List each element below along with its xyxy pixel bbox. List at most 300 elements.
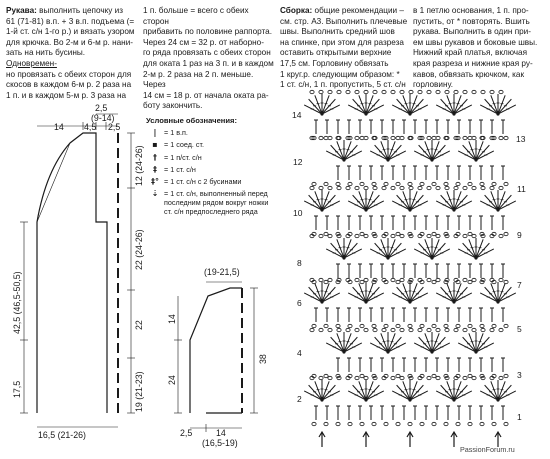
text-line: выполнить цепочку из: [39, 6, 123, 15]
chain-loop: [400, 90, 404, 93]
chain-loop: [463, 328, 467, 331]
chain-loop: [481, 90, 485, 93]
stitch-mark: [366, 195, 379, 210]
chain-loop: [396, 374, 400, 377]
chain-loop: [490, 186, 494, 189]
stitch-mark: [485, 99, 498, 114]
chain-loop: [444, 422, 448, 425]
text-line: 1 п. больше = всего с обеих сторон: [143, 6, 249, 26]
chain-loop: [319, 328, 323, 331]
chain-loop: [355, 136, 359, 139]
chain-loop: [432, 324, 436, 327]
stitch-mark: [322, 287, 335, 302]
chain-loop: [427, 136, 431, 139]
text-line: рукава. Выполнить в один при-: [413, 27, 531, 37]
row-number: 12: [293, 157, 303, 167]
chain-loop: [355, 186, 359, 189]
text-line: швы. Выполнить средний шов: [280, 27, 395, 37]
chain-loop: [328, 376, 332, 379]
stitch-base: [408, 208, 411, 211]
stitch-mark: [498, 99, 511, 114]
chain-loop: [360, 136, 364, 139]
sleeve-pattern: [174, 282, 258, 432]
chain-loop: [384, 422, 388, 425]
chain-loop: [418, 90, 422, 93]
chain-loop: [355, 234, 359, 237]
dim-left-top: 42,5 (46,5-50,5): [12, 271, 22, 334]
stitch-base: [364, 112, 367, 115]
chain-loop: [468, 182, 472, 185]
chain-loop: [409, 186, 413, 189]
chain-loop: [492, 182, 496, 185]
chain-loop: [504, 280, 508, 283]
stitch-mark: [388, 337, 401, 352]
dim-right-mid2: 22: [134, 320, 144, 330]
chain-loop: [463, 186, 467, 189]
text-line: 1-й ст. с/н 1-го р.) и вязать узором: [6, 27, 135, 37]
chain-loop: [432, 182, 436, 185]
chain-loop: [382, 186, 386, 189]
legend-label: = 1 соед. ст.: [164, 140, 204, 150]
bead-stitch-icon: ‡°: [151, 177, 159, 187]
text-line: 17,5 см. Горловину обвязать: [280, 58, 389, 68]
chain-loop: [312, 182, 316, 185]
stitch-base: [452, 112, 455, 115]
chain-loop: [436, 278, 440, 281]
row-number: 10: [293, 208, 303, 218]
chain-loop: [382, 328, 386, 331]
sleeve-dim-left-top: 14: [167, 314, 177, 324]
text-line: Через 24 см = 32 р. от наборно-: [143, 37, 264, 47]
stitch-mark: [485, 195, 498, 210]
chain-loop: [360, 182, 364, 185]
stitch-mark: [375, 337, 388, 352]
chain-loop: [445, 90, 449, 93]
chain-loop: [348, 324, 352, 327]
stitch-base: [364, 208, 367, 211]
slip-stitch-icon: ▪: [152, 140, 158, 150]
stitch-base: [364, 398, 367, 401]
stitch-mark: [410, 385, 423, 400]
chain-loop: [346, 328, 350, 331]
chain-loop: [337, 328, 341, 331]
chain-loop: [468, 280, 472, 283]
stitch-mark: [498, 385, 511, 400]
dim-bottom: 16,5 (21-26): [38, 430, 86, 440]
chain-loop: [360, 280, 364, 283]
row-number: 5: [517, 324, 522, 334]
stitch-mark: [410, 287, 423, 302]
chain-loop: [408, 324, 412, 327]
row-number: 2: [297, 394, 302, 404]
chain-loop: [427, 234, 431, 237]
chain-loop: [337, 186, 341, 189]
chain-loop: [364, 234, 368, 237]
assembly-heading: Сборка:: [280, 6, 313, 15]
chain-loop: [436, 328, 440, 331]
text-line: зать на нить бусины.: [6, 48, 86, 58]
chain-loop: [499, 90, 503, 93]
text-line: для оката 1 раз на 3 п. и в каждом: [143, 58, 274, 68]
chain-loop: [355, 376, 359, 379]
chain-loop: [400, 278, 404, 281]
chain-loop: [336, 182, 340, 185]
stitch-mark: [388, 145, 401, 160]
stitch-mark: [485, 287, 498, 302]
dim-top-left: 14: [54, 122, 64, 132]
chain-loop: [420, 182, 424, 185]
chain-loop: [468, 374, 472, 377]
text-line: скосов в каждом 6-м р. 2 раза на: [6, 80, 132, 90]
chain-loop: [391, 90, 395, 93]
stitch-mark: [432, 243, 445, 258]
chain-loop: [324, 232, 328, 235]
chain-loop: [328, 90, 332, 93]
dim-top-small: (9-14): [91, 113, 115, 123]
row-number: 11: [517, 184, 526, 194]
dim-top-right: 2,5: [108, 122, 121, 132]
chain-loop: [391, 376, 395, 379]
chain-loop: [420, 422, 424, 425]
stitch-base: [320, 208, 323, 211]
chain-loop: [360, 374, 364, 377]
chain-loop: [418, 186, 422, 189]
legend-label: = 1 п/ст. с/н: [164, 152, 202, 162]
chain-loop: [396, 422, 400, 425]
stitch-mark: [432, 337, 445, 352]
chain-loop: [310, 328, 314, 331]
chain-loop: [432, 232, 436, 235]
chain-loop: [382, 90, 386, 93]
chain-loop: [408, 182, 412, 185]
chain-loop: [372, 422, 376, 425]
sleeve-dim-top: (19-21,5): [204, 267, 240, 277]
stitch-base: [496, 208, 499, 211]
chain-loop: [481, 328, 485, 331]
chain-loop: [480, 324, 484, 327]
chain-loop: [391, 278, 395, 281]
chain-loop: [472, 278, 476, 281]
stitch-mark: [353, 385, 366, 400]
chain-loop: [360, 232, 364, 235]
chain-loop: [348, 182, 352, 185]
chain-loop: [445, 186, 449, 189]
chain-loop: [432, 136, 436, 139]
chain-loop: [336, 422, 340, 425]
chain-loop: [373, 90, 377, 93]
stitch-mark: [397, 385, 410, 400]
chain-loop: [427, 90, 431, 93]
chain-loop: [391, 186, 395, 189]
stitch-base: [320, 300, 323, 303]
stitch-mark: [344, 337, 357, 352]
stitch-base: [430, 158, 433, 161]
dim-left-bot: 17,5: [12, 380, 22, 398]
chain-loop: [319, 234, 323, 237]
chain-loop: [384, 324, 388, 327]
chain-loop: [504, 232, 508, 235]
chain-loop: [312, 324, 316, 327]
chain-loop: [310, 186, 314, 189]
half-double-icon: †: [153, 152, 157, 162]
chain-loop: [468, 232, 472, 235]
chain-loop: [364, 136, 368, 139]
sleeve-dim-bottom-mid: 14: [216, 428, 226, 438]
text-line: кавов, обвязать крючком, как: [413, 69, 525, 79]
chain-loop: [400, 234, 404, 237]
sleeve-dim-left: 24: [167, 375, 177, 385]
chain-loop: [481, 186, 485, 189]
chain-loop: [504, 324, 508, 327]
stitch-mark: [454, 195, 467, 210]
text-line: горловину.: [413, 80, 454, 90]
text-line: общие рекомендации –: [312, 6, 404, 15]
stitch-mark: [476, 243, 489, 258]
chain-loop: [346, 186, 350, 189]
chain-loop: [384, 182, 388, 185]
chain-loop: [456, 422, 460, 425]
row-number: 7: [517, 280, 522, 290]
stitch-base: [320, 398, 323, 401]
chain-loop: [463, 90, 467, 93]
legend-label: = 1 ст. с/н, выполненный перед последним рядом вокруг ножки ст. с/н предпоследнего ряда: [164, 189, 269, 217]
text-line: для крючка. Во 2-м и 6-м р. нани-: [6, 37, 133, 47]
stitch-mark: [463, 337, 476, 352]
chain-loop: [480, 422, 484, 425]
chain-loop: [499, 186, 503, 189]
chain-loop: [373, 186, 377, 189]
chain-loop: [396, 232, 400, 235]
stitch-mark: [331, 337, 344, 352]
chain-loop: [355, 278, 359, 281]
stitch-mark: [432, 145, 445, 160]
text-line: боту закончить.: [143, 101, 203, 111]
chain-loop: [463, 376, 467, 379]
text-line: 1 ст. с/н, 1 п. пропустить, 5 ст. с/н: [280, 80, 406, 90]
stitch-base: [386, 158, 389, 161]
stitch-base: [408, 398, 411, 401]
chain-loop: [364, 328, 368, 331]
stitch-mark: [498, 195, 511, 210]
chain-loop: [427, 186, 431, 189]
underlined-word: Одновремен-: [6, 58, 57, 68]
chain-loop: [364, 376, 368, 379]
chain-loop: [436, 376, 440, 379]
stitch-base: [452, 300, 455, 303]
chain-loop: [355, 90, 359, 93]
stitch-mark: [366, 385, 379, 400]
stitch-base: [430, 256, 433, 259]
chain-loop: [346, 90, 350, 93]
stitch-mark: [463, 145, 476, 160]
stitch-base: [386, 256, 389, 259]
chain-loop: [468, 136, 472, 139]
chain-loop: [409, 90, 413, 93]
stitch-mark: [454, 99, 467, 114]
stitch-mark: [476, 337, 489, 352]
chain-loop: [472, 234, 476, 237]
chain-loop: [391, 234, 395, 237]
stitch-mark: [410, 195, 423, 210]
chain-loop: [472, 376, 476, 379]
stitch-mark: [441, 385, 454, 400]
stitch-mark: [441, 195, 454, 210]
stitch-base: [474, 256, 477, 259]
legend-label: = 1 ст. с/н с 2 бусинами: [164, 177, 242, 187]
chain-loop: [372, 324, 376, 327]
text-line: пустить, от * повторять. Вшить: [413, 16, 530, 26]
chain-loop: [396, 182, 400, 185]
text-line: но провязать с обеих сторон для: [6, 69, 132, 79]
chain-loop: [337, 90, 341, 93]
stitch-mark: [454, 385, 467, 400]
legend-label: = 1 ст. с/н: [164, 164, 196, 174]
chain-loop: [454, 90, 458, 93]
chain-loop: [492, 422, 496, 425]
chain-loop: [420, 324, 424, 327]
stitch-mark: [419, 243, 432, 258]
stitch-mark: [331, 145, 344, 160]
text-line: го ряда провязать с обеих сторон: [143, 48, 271, 58]
chain-loop: [396, 324, 400, 327]
stitch-mark: [366, 99, 379, 114]
chain-loop: [396, 280, 400, 283]
chain-loop: [364, 278, 368, 281]
chain-loop: [328, 278, 332, 281]
stitch-mark: [375, 145, 388, 160]
chain-loop: [432, 422, 436, 425]
chain-loop: [427, 376, 431, 379]
stitch-mark: [366, 287, 379, 302]
chain-loop: [391, 328, 395, 331]
sleeves-heading: Рукава:: [6, 6, 37, 15]
row-number: 3: [517, 370, 522, 380]
chain-loop: [504, 374, 508, 377]
chain-loop: [463, 136, 467, 139]
chain-loop: [436, 234, 440, 237]
chain-loop: [328, 328, 332, 331]
sleeve-dim-right: 38: [258, 354, 268, 364]
chain-loop: [456, 324, 460, 327]
stitch-mark: [309, 99, 322, 114]
stitch-mark: [454, 287, 467, 302]
chain-loop: [328, 136, 332, 139]
chain-loop: [504, 136, 508, 139]
stitch-mark: [397, 99, 410, 114]
chain-loop: [324, 280, 328, 283]
stitch-base: [496, 112, 499, 115]
stitch-base: [364, 300, 367, 303]
stitch-mark: [309, 287, 322, 302]
chain-loop: [472, 90, 476, 93]
chain-loop: [400, 186, 404, 189]
chain-loop: [372, 182, 376, 185]
chain-loop: [319, 278, 323, 281]
legend-title: Условные обозначения:: [146, 116, 238, 125]
body-pattern: [20, 114, 135, 427]
text-line: ем швы рукавов и боковые швы.: [413, 37, 538, 47]
row-number: 4: [297, 348, 302, 358]
stitch-mark: [344, 243, 357, 258]
stitch-mark: [309, 195, 322, 210]
text-line: 61 (71-81) в.п. + 3 в.п. подъема (=: [6, 16, 135, 26]
stitch-base: [452, 398, 455, 401]
stitch-mark: [322, 385, 335, 400]
chain-loop: [490, 328, 494, 331]
chain-loop: [499, 234, 503, 237]
chain-loop: [504, 182, 508, 185]
chain-loop: [373, 328, 377, 331]
chain-loop: [472, 186, 476, 189]
chain-loop: [427, 278, 431, 281]
text-line: на спинке, при этом для разреза: [280, 37, 404, 47]
stitch-base: [452, 208, 455, 211]
stitch-mark: [353, 287, 366, 302]
chain-loop: [312, 422, 316, 425]
chain-loop: [468, 324, 472, 327]
stitch-base: [342, 350, 345, 353]
text-line: см. стр. А3. Выполнить плечевые: [280, 16, 408, 26]
chain-loop: [499, 136, 503, 139]
chain-loop: [400, 376, 404, 379]
chain-loop: [324, 136, 328, 139]
dim-top-center: 2,5: [95, 103, 108, 113]
chain-loop: [454, 186, 458, 189]
chain-loop: [436, 186, 440, 189]
text-line: 14 см = 18 р. от начала оката ра-: [143, 90, 269, 100]
chain-loop: [336, 324, 340, 327]
chain-loop: [418, 328, 422, 331]
chain-loop: [499, 376, 503, 379]
chain-loop: [391, 136, 395, 139]
stitch-mark: [331, 243, 344, 258]
stitch-base: [408, 112, 411, 115]
chain-loop: [408, 422, 412, 425]
stitch-mark: [419, 145, 432, 160]
row-number: 8: [297, 258, 302, 268]
stitch-mark: [322, 195, 335, 210]
dim-top-mid: 4,5: [84, 122, 97, 132]
chain-loop: [310, 90, 314, 93]
chain-loop: [490, 90, 494, 93]
chain-loop: [324, 374, 328, 377]
chain-loop: [492, 324, 496, 327]
text-line: 1 круг.р. следующим образом: *: [280, 69, 400, 79]
stitch-mark: [353, 195, 366, 210]
chain-loop: [400, 136, 404, 139]
stitch-base: [342, 256, 345, 259]
stitch-base: [386, 350, 389, 353]
chain-loop: [499, 278, 503, 281]
stitch-mark: [397, 195, 410, 210]
watermark: PassionForum.ru: [460, 445, 515, 454]
chain-loop: [432, 374, 436, 377]
chain-loop: [499, 328, 503, 331]
stitch-mark: [441, 99, 454, 114]
row-number: 9: [517, 230, 522, 240]
chain-loop: [445, 328, 449, 331]
chain-loop: [324, 182, 328, 185]
stitch-base: [474, 158, 477, 161]
dim-right-mid1: 22 (24-26): [134, 229, 144, 270]
chain-loop: [319, 136, 323, 139]
chain-loop: [348, 422, 352, 425]
stitch-mark: [397, 287, 410, 302]
text-line: Нижний край платья, включая: [413, 48, 528, 58]
chain-loop: [504, 422, 508, 425]
chain-loop: [328, 186, 332, 189]
text-line: 1 п. и в каждом 5-м р. 3 раза на: [6, 90, 127, 100]
